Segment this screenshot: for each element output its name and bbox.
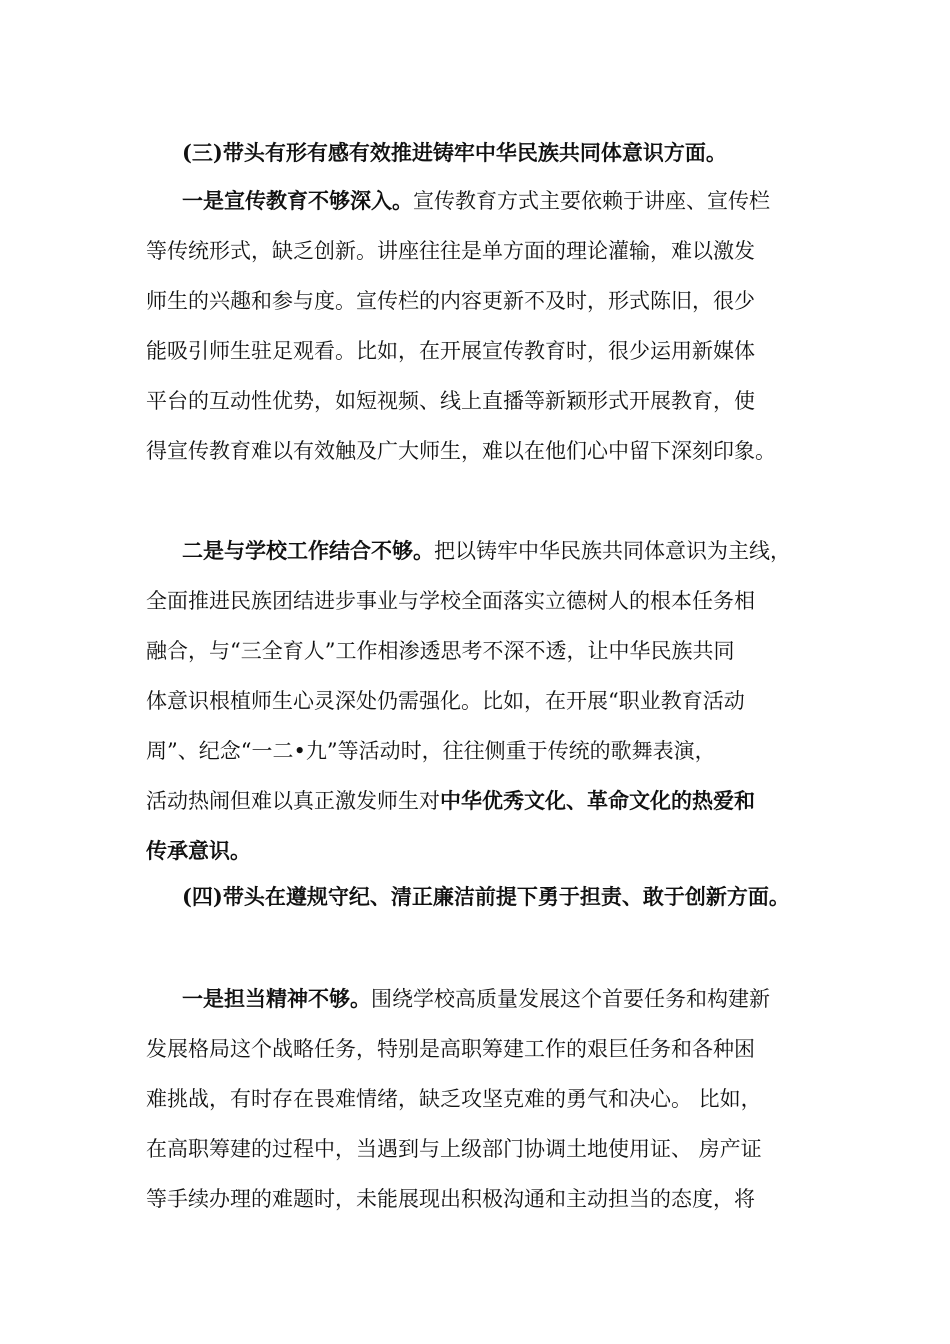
paragraph-line: 得宣传教育难以有效触及广大师生，难以在他们心中留下深刻印象。 <box>146 439 776 463</box>
paragraph-line: 师生的兴趣和参与度。宣传栏的内容更新不及时，形式陈旧，很少 <box>146 289 755 313</box>
paragraph-line: 发展格局这个战略任务，特别是高职筹建工作的艰巨任务和各种困 <box>146 1037 755 1061</box>
paragraph-line: 一是担当精神不够。围绕学校高质量发展这个首要任务和构建新 <box>182 986 770 1011</box>
paragraph-line: 周”、纪念“一二•九”等活动时，往往侧重于传统的歌舞表演， <box>146 739 716 763</box>
paragraph-line: 融合，与“三全育人”工作相渗透思考不深不透，让中华民族共同 <box>146 639 735 663</box>
section-heading-4: (四)带头在遵规守纪、清正廉洁前提下勇于担责、敢于创新方面。 <box>182 884 790 909</box>
emphasis-text: 中华优秀文化、革命文化的热爱和 <box>440 788 755 813</box>
paragraph-lead: 一是担当精神不够。 <box>182 986 371 1011</box>
paragraph-line: 体意识根植师生心灵深处仍需强化。比如，在开展“职业教育活动 <box>146 689 745 713</box>
paragraph-line: 全面推进民族团结进步事业与学校全面落实立德树人的根本任务相 <box>146 589 755 613</box>
paragraph-line: 能吸引师生驻足观看。比如，在开展宣传教育时，很少运用新媒体 <box>146 339 755 363</box>
paragraph-line: 活动热闹但难以真正激发师生对中华优秀文化、革命文化的热爱和 <box>146 788 755 813</box>
paragraph-line: 在高职筹建的过程中，当遇到与上级部门协调土地使用证、 房产证 <box>146 1137 762 1161</box>
paragraph-line: 等传统形式，缺乏创新。讲座往往是单方面的理论灌输，难以激发 <box>146 239 755 263</box>
paragraph-line: 难挑战，有时存在畏难情绪，缺乏攻坚克难的勇气和决心。 比如， <box>146 1087 762 1111</box>
paragraph-line: 等手续办理的难题时，未能展现出积极沟通和主动担当的态度，将 <box>146 1187 755 1211</box>
paragraph-lead: 一是宣传教育不够深入。 <box>182 188 413 213</box>
paragraph-line: 传承意识。 <box>146 838 251 863</box>
paragraph-line: 一是宣传教育不够深入。宣传教育方式主要依赖于讲座、宣传栏 <box>182 188 770 213</box>
paragraph-line: 平台的互动性优势，如短视频、线上直播等新颖形式开展教育，使 <box>146 389 755 413</box>
section-heading-3: (三)带头有形有感有效推进铸牢中华民族共同体意识方面。 <box>182 140 727 165</box>
paragraph-line: 二是与学校工作结合不够。把以铸牢中华民族共同体意识为主线， <box>182 538 791 563</box>
paragraph-lead: 二是与学校工作结合不够。 <box>182 538 434 563</box>
